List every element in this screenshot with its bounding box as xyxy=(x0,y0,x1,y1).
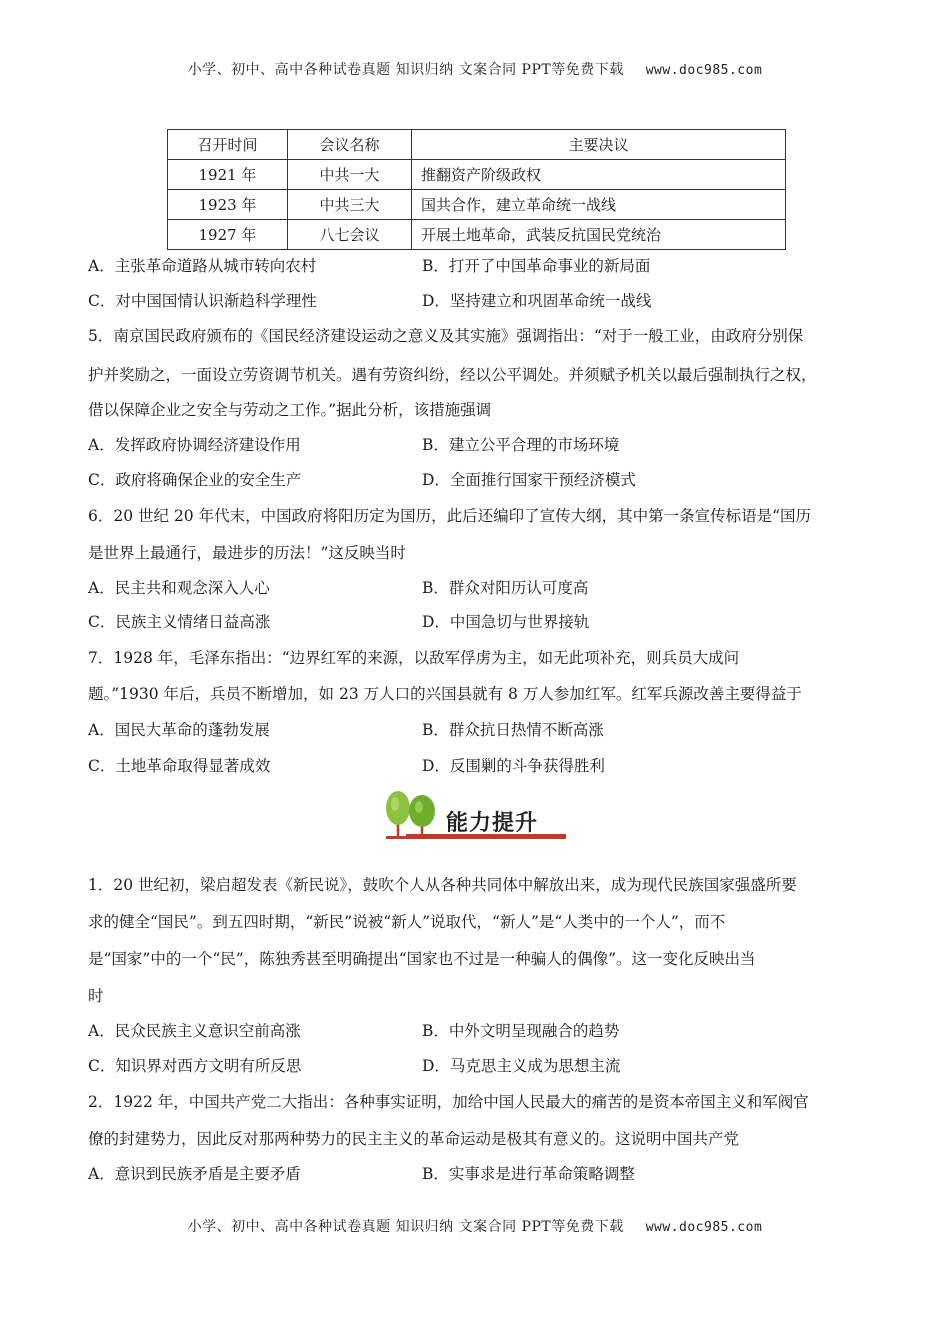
p1-stem-line: 求的健全“国民”。到五四时期，“新民”说被“新人”说取代，“新人”是“人类中的一个人”，而不 xyxy=(88,913,726,931)
table-cell: 中共一大 xyxy=(288,160,412,190)
table-cell: 国共合作，建立革命统一战线 xyxy=(412,190,786,220)
q5-option-a: A．发挥政府协调经济建设作用 xyxy=(88,436,301,454)
p2-stem-line: 2．1922 年，中国共产党二大指出：各种事实证明，加给中国人民最大的痛苦的是资本帝国主义和军阀官 xyxy=(88,1093,809,1111)
footer-site: www.doc985.com xyxy=(645,1220,763,1235)
q5-option-b: B．建立公平合理的市场环境 xyxy=(422,436,620,454)
q5-option-c: C．政府将确保企业的安全生产 xyxy=(88,471,302,489)
p1-option-c: C．知识界对西方文明有所反思 xyxy=(88,1057,302,1075)
q6-option-c: C．民族主义情绪日益高涨 xyxy=(88,613,271,631)
p2-option-a: A．意识到民族矛盾是主要矛盾 xyxy=(88,1165,301,1183)
section-badge xyxy=(380,788,570,844)
table-cell: 1921 年 xyxy=(168,160,288,190)
q5-stem-line: 5．南京国民政府颁布的《国民经济建设运动之意义及其实施》强调指出：“对于一般工业，由政府分别保 xyxy=(88,327,804,345)
p1-option-a: A．民众民族主义意识空前高涨 xyxy=(88,1022,301,1040)
q6-stem-line: 6．20 世纪 20 年代末，中国政府将阳历定为国历，此后还编印了宣传大纲，其中第一条宣传标语是“国历 xyxy=(88,507,812,525)
table-row xyxy=(168,220,786,250)
q7-option-d: D．反围剿的斗争获得胜利 xyxy=(422,757,605,775)
header-text: 小学、初中、高中各种试卷真题 知识归纳 文案合同 PPT等免费下载 xyxy=(187,62,624,78)
page-footer xyxy=(0,1216,950,1236)
q6-option-a: A．民主共和观念深入人心 xyxy=(88,579,270,597)
q4-option-b: B．打开了中国革命事业的新局面 xyxy=(422,257,651,275)
p1-stem-line: 时 xyxy=(88,987,104,1005)
header-site: www.doc985.com xyxy=(645,63,763,78)
p1-option-d: D．马克思主义成为思想主流 xyxy=(422,1057,621,1075)
q5-stem-line: 借以保障企业之安全与劳动之工作。”据此分析，该措施强调 xyxy=(88,401,492,419)
table-header: 会议名称 xyxy=(288,130,412,160)
q4-option-c: C．对中国国情认识渐趋科学理性 xyxy=(88,292,317,310)
q7-stem-line: 题。”1930 年后，兵员不断增加，如 23 万人口的兴国县就有 8 万人参加红军。红军兵源改善主要得益于 xyxy=(88,685,802,703)
table-row xyxy=(168,160,786,190)
p1-stem-line: 是“国家”中的一个“民”，陈独秀甚至明确提出“国家也不过是一种骗人的偶像”。这一变化反映出当 xyxy=(88,950,756,968)
table-cell: 1923 年 xyxy=(168,190,288,220)
p1-option-b: B．中外文明呈现融合的趋势 xyxy=(422,1022,620,1040)
q6-option-d: D．中国急切与世界接轨 xyxy=(422,613,590,631)
p1-stem-line: 1．20 世纪初，梁启超发表《新民说》，鼓吹个人从各种共同体中解放出来，成为现代民族国家强盛所要 xyxy=(88,876,797,894)
meetings-table xyxy=(167,129,786,250)
q7-option-a: A．国民大革命的蓬勃发展 xyxy=(88,721,270,739)
table-cell: 八七会议 xyxy=(288,220,412,250)
table-header: 召开时间 xyxy=(168,130,288,160)
p2-stem-line: 僚的封建势力，因此反对那两种势力的民主主义的革命运动是极其有意义的。这说明中国共产党 xyxy=(88,1130,740,1148)
p2-option-b: B．实事求是进行革命策略调整 xyxy=(422,1165,635,1183)
page-header xyxy=(0,59,950,79)
q5-option-d: D．全面推行国家干预经济模式 xyxy=(422,471,636,489)
q5-stem-line: 护并奖励之，一面设立劳资调节机关。遇有劳资纠纷，经以公平调处。并须赋予机关以最后强制执行之权， xyxy=(88,366,817,384)
footer-text: 小学、初中、高中各种试卷真题 知识归纳 文案合同 PPT等免费下载 xyxy=(187,1219,624,1235)
table-header-row xyxy=(168,130,786,160)
q4-option-a: A．主张革命道路从城市转向农村 xyxy=(88,257,317,275)
table-cell: 中共三大 xyxy=(288,190,412,220)
table-cell: 推翻资产阶级政权 xyxy=(412,160,786,190)
q7-option-b: B．群众抗日热情不断高涨 xyxy=(422,721,604,739)
q7-stem-line: 7．1928 年，毛泽东指出：“边界红军的来源，以敌军俘虏为主，如无此项补充，则兵员大成问 xyxy=(88,649,740,667)
table-row xyxy=(168,190,786,220)
q6-option-b: B．群众对阳历认可度高 xyxy=(422,579,589,597)
q7-option-c: C．土地革命取得显著成效 xyxy=(88,757,271,775)
q6-stem-line: 是世界上最通行，最进步的历法！”这反映当时 xyxy=(88,544,406,562)
table-cell: 1927 年 xyxy=(168,220,288,250)
q4-option-d: D．坚持建立和巩固革命统一战线 xyxy=(422,292,652,310)
table-cell: 开展土地革命，武装反抗国民党统治 xyxy=(412,220,786,250)
table-header: 主要决议 xyxy=(412,130,786,160)
section-title: 能力提升 xyxy=(446,811,539,836)
